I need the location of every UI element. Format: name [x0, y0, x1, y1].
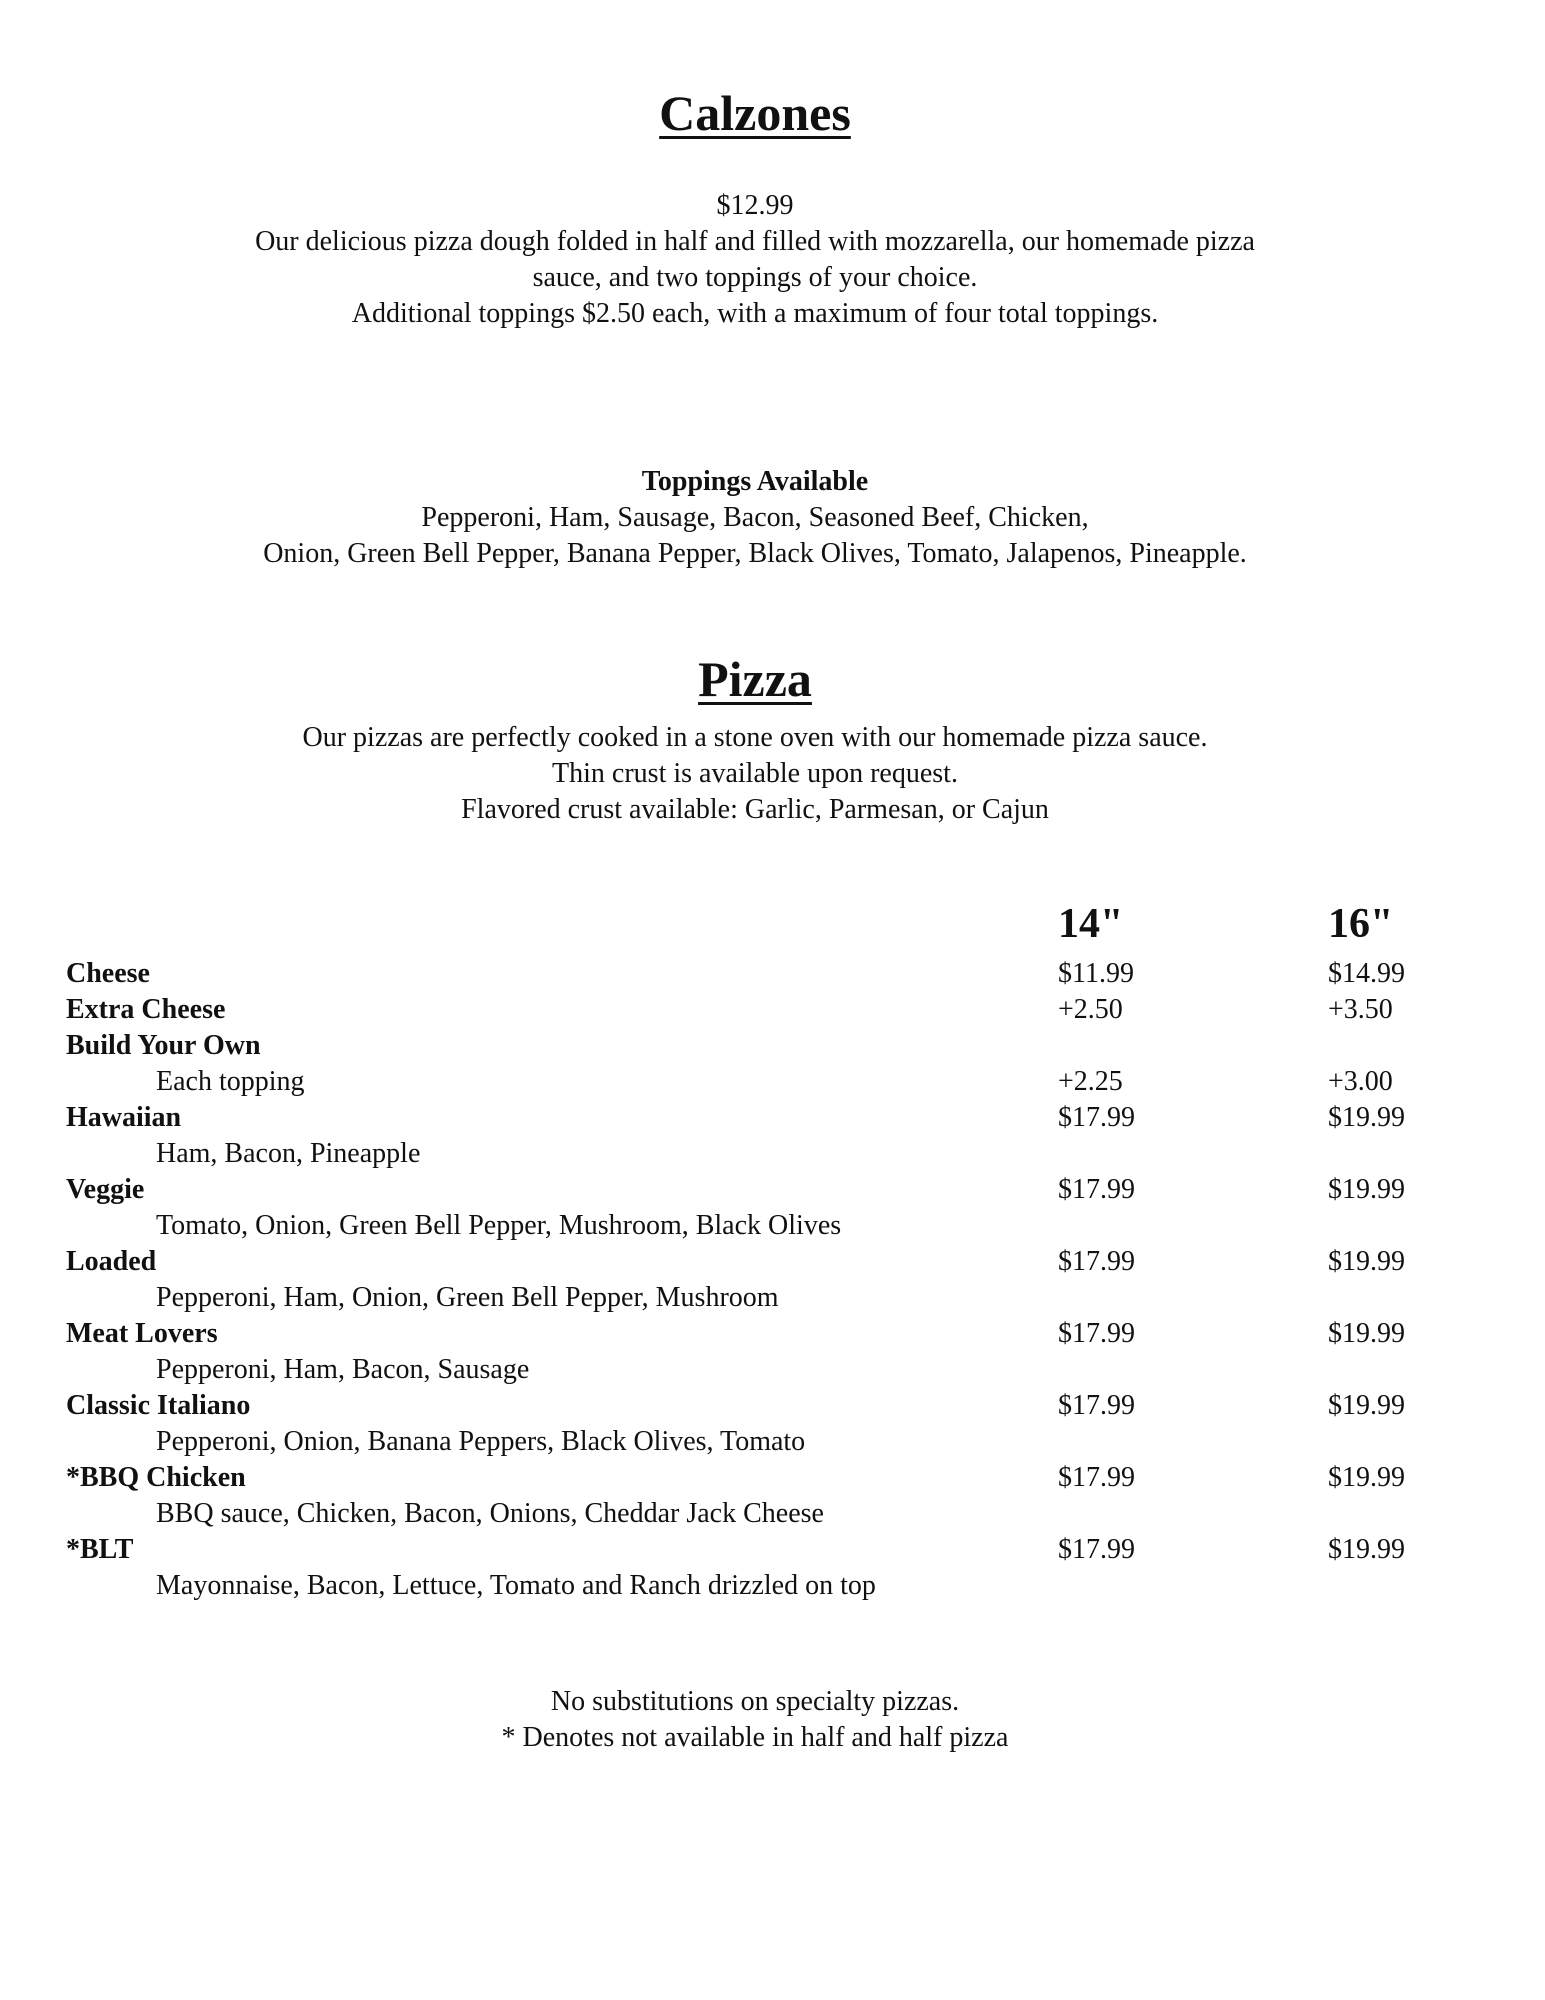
price-16: $19.99	[1328, 1462, 1405, 1493]
price-14: $17.99	[1058, 1246, 1135, 1277]
pizza-item-row	[66, 956, 1466, 992]
pizza-item-row	[66, 992, 1466, 1028]
calzones-title: Calzones	[659, 85, 851, 141]
price-14: +2.25	[1058, 1066, 1123, 1097]
price-14: $17.99	[1058, 1102, 1135, 1133]
pizza-item-row	[66, 1172, 1466, 1208]
pizza-desc-row	[66, 1568, 1466, 1604]
pizza-description: Ham, Bacon, Pineapple	[156, 1138, 421, 1169]
calzones-desc-line: sauce, and two toppings of your choice.	[532, 262, 978, 293]
pizza-intro-line: Our pizzas are perfectly cooked in a stone oven with our homemade pizza sauce.	[302, 722, 1208, 753]
pizza-desc-row	[66, 1496, 1466, 1532]
pizza-desc-row	[66, 1424, 1466, 1460]
price-16: $14.99	[1328, 958, 1405, 989]
price-16: $19.99	[1328, 1246, 1405, 1277]
price-14: $17.99	[1058, 1390, 1135, 1421]
pizza-name: Cheese	[66, 958, 150, 989]
pizza-title: Pizza	[698, 651, 812, 707]
size-14-header: 14"	[1058, 901, 1124, 947]
price-16: +3.50	[1328, 994, 1393, 1025]
price-14: +2.50	[1058, 994, 1123, 1025]
pizza-intro-line: Thin crust is available upon request.	[552, 758, 958, 789]
pizza-desc-row	[66, 1136, 1466, 1172]
pizza-desc-row	[66, 1352, 1466, 1388]
pizza-desc-row	[66, 1280, 1466, 1316]
calzones-description	[0, 188, 1510, 332]
calzones-price: $12.99	[716, 190, 794, 221]
toppings-line: Pepperoni, Ham, Sausage, Bacon, Seasoned Beef, Chicken,	[421, 502, 1089, 533]
pizza-name: Hawaiian	[66, 1102, 182, 1133]
pizza-item-row	[66, 1532, 1466, 1568]
pizza-name: *BLT	[66, 1534, 134, 1565]
price-14: $11.99	[1058, 958, 1134, 989]
pizza-intro	[0, 720, 1510, 828]
pizza-footer	[0, 1684, 1510, 1756]
price-14: $17.99	[1058, 1318, 1135, 1349]
pizza-item-row	[66, 1388, 1466, 1424]
price-14: $17.99	[1058, 1174, 1135, 1205]
footer-note: * Denotes not available in half and half pizza	[501, 1722, 1009, 1753]
calzones-desc-line: Our delicious pizza dough folded in half and filled with mozzarella, our homemade pizza	[255, 226, 1255, 257]
toppings-section	[0, 464, 1510, 572]
pizza-item-row	[66, 1316, 1466, 1352]
pizza-rows	[66, 956, 1466, 1604]
pizza-item-row	[66, 1100, 1466, 1136]
pizza-name: Meat Lovers	[66, 1318, 218, 1349]
pizza-item-row	[66, 1460, 1466, 1496]
pizza-description: Pepperoni, Ham, Bacon, Sausage	[156, 1354, 530, 1385]
pizza-name: Classic Italiano	[66, 1390, 251, 1421]
pizza-item-row	[66, 1244, 1466, 1280]
pizza-name: Extra Cheese	[66, 994, 226, 1025]
pizza-price-table	[66, 900, 1466, 1604]
price-16: $19.99	[1328, 1174, 1405, 1205]
price-14: $17.99	[1058, 1534, 1135, 1565]
pizza-description: Pepperoni, Ham, Onion, Green Bell Pepper, Mushroom	[156, 1282, 779, 1313]
pizza-name: *BBQ Chicken	[66, 1462, 246, 1493]
price-16: $19.99	[1328, 1318, 1405, 1349]
pizza-intro-line: Flavored crust available: Garlic, Parmesan, or Cajun	[461, 794, 1049, 825]
toppings-heading: Toppings Available	[641, 466, 869, 497]
price-16: $19.99	[1328, 1390, 1405, 1421]
pizza-name: Veggie	[66, 1174, 145, 1205]
price-16: +3.00	[1328, 1066, 1393, 1097]
price-16: $19.99	[1328, 1534, 1405, 1565]
size-header-row	[66, 900, 1466, 956]
price-14: $17.99	[1058, 1462, 1135, 1493]
pizza-description: Mayonnaise, Bacon, Lettuce, Tomato and Ranch drizzled on top	[156, 1570, 876, 1601]
calzones-desc-line: Additional toppings $2.50 each, with a maximum of four total toppings.	[351, 298, 1159, 329]
size-16-header: 16"	[1328, 901, 1394, 947]
pizza-description: BBQ sauce, Chicken, Bacon, Onions, Cheddar Jack Cheese	[156, 1498, 824, 1529]
toppings-line: Onion, Green Bell Pepper, Banana Pepper, Black Olives, Tomato, Jalapenos, Pineapple.	[263, 538, 1247, 569]
pizza-name: Build Your Own	[66, 1030, 261, 1061]
pizza-description: Each topping	[156, 1066, 305, 1097]
footer-note: No substitutions on specialty pizzas.	[550, 1686, 960, 1717]
pizza-desc-row	[66, 1208, 1466, 1244]
pizza-description: Tomato, Onion, Green Bell Pepper, Mushroom, Black Olives	[156, 1210, 842, 1241]
pizza-name: Loaded	[66, 1246, 157, 1277]
price-16: $19.99	[1328, 1102, 1405, 1133]
pizza-item-row	[66, 1028, 1466, 1064]
pizza-description: Pepperoni, Onion, Banana Peppers, Black Olives, Tomato	[156, 1426, 806, 1457]
pizza-desc-row	[66, 1064, 1466, 1100]
